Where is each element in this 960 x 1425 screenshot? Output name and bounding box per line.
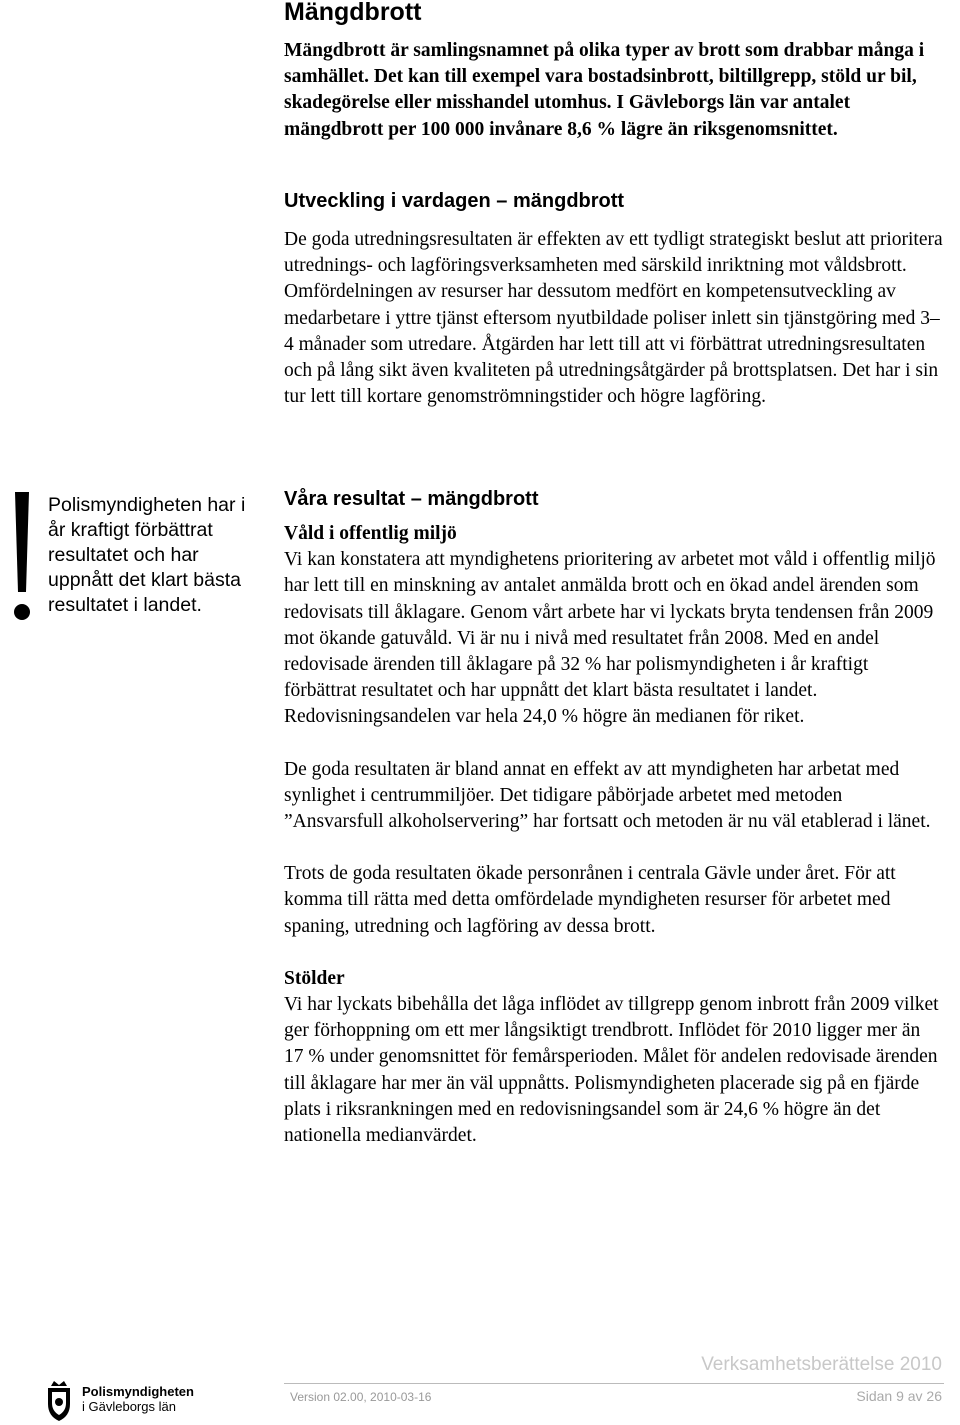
version-label: Version 02.00, 2010-03-16 [290, 1390, 432, 1404]
police-emblem-icon [42, 1378, 76, 1422]
callout-text: Polismyndigheten har i år kraftigt förbättrat resultatet och har uppnått det klart bästa resultatet i landet. [48, 494, 246, 616]
page-title: Mängdbrott [284, 0, 422, 26]
section-heading-results: Våra resultat – mängdbrott [284, 488, 539, 510]
exclamation-icon [2, 488, 42, 628]
report-title: Verksamhetsberättelse 2010 [701, 1354, 942, 1375]
logo-text [82, 1384, 194, 1414]
footer-divider [284, 1383, 944, 1384]
section-heading-development: Utveckling i vardagen – mängdbrott [284, 190, 625, 212]
section-development [284, 190, 944, 410]
violence-paragraph: Vi kan konstatera att myndighetens prioritering av arbetet mot våld i offentlig miljö har lett till en minskning av antalet anmälda brott och en ökad andel ärenden som redovisats till åklagare. Genom vårt arbete har vi lyckats bryta tendensen från 2009 mot ökande gatuvåld. Vi är nu i nivå med resultatet från 2008. Med en andel redovisade ärenden till åklagare på 32 % har polismyndigheten i år kraftigt förbättrat resultatet och har uppnått det klart bästa resultatet i landet. Redovisningsandelen var hela 24,0 % högre än medianen för riket. [284, 549, 936, 728]
theft-paragraph: Vi har lyckats bibehålla det låga inflödet av tillgrepp genom inbrott från 2009 vilket ger förhoppning om ett mer långsiktigt trendbrott. Inflödet för 2010 ligger mer än 17 % under genomsnittet för femårsperioden. Målet för andelen redovisade ärenden till åklagare har mer än väl uppnåtts. Polismyndigheten placerade sig på en fjärde plats i riksrankningen med en redovisningsandel som är 24,6 % högre än det nationella medianvärdet. [284, 994, 939, 1147]
section-results [284, 488, 944, 1149]
page-number: Sidan 9 av 26 [856, 1388, 942, 1404]
intro-paragraph: Mängdbrott är samlingsnamnet på olika typer av brott som drabbar många i samhället. Det kan till exempel vara bostadsinbrott, biltillgrepp, stöld ur bil, skadegörelse eller misshandel utomhus. I Gävleborgs län var antalet mängdbrott per 100 000 invånare 8,6 % lägre än riksgenomsnittet. [284, 40, 925, 140]
centrum-paragraph: De goda resultaten är bland annat en effekt av att myndigheten har arbetat med synlighet i centrummiljöer. Det tidigare påbörjade arbetet med metoden ”Ansvarsfull alkoholservering” har fortsatt och metoden är nu väl etablerad i länet. [284, 758, 931, 833]
subheading-theft: Stölder [284, 967, 345, 989]
subheading-violence: Våld i offentlig miljö [284, 523, 457, 544]
development-paragraph: De goda utredningsresultaten är effekten av ett tydligt strategiskt beslut att prioritera utrednings- och lagföringsverksamheten med särskild inriktning mot våldsbrott. Omfördelningen av resurser har dessutom medfört en kompetensutveckling av medarbetare i yttre tjänst eftersom nyutbildade poliser inlett sin tjänstgöring med 3–4 månader som utredare. Åtgärden har lett till att vi förbättrat utredningsresultaten och på lång sikt även kvaliteten på utredningsåtgärder på brottsplatsen. Det har i sin tur lett till kortare genomströmningstider och högre lagföring. [284, 229, 943, 408]
robbery-paragraph: Trots de goda resultaten ökade personrånen i centrala Gävle under året. För att komma till rätta med detta omfördelade myndigheten resurser för arbetet med spaning, utredning och lagföring av dessa brott. [284, 863, 896, 937]
logo-line-2: i Gävleborgs län [82, 1399, 176, 1414]
logo-line-1: Polismyndigheten [82, 1384, 194, 1399]
